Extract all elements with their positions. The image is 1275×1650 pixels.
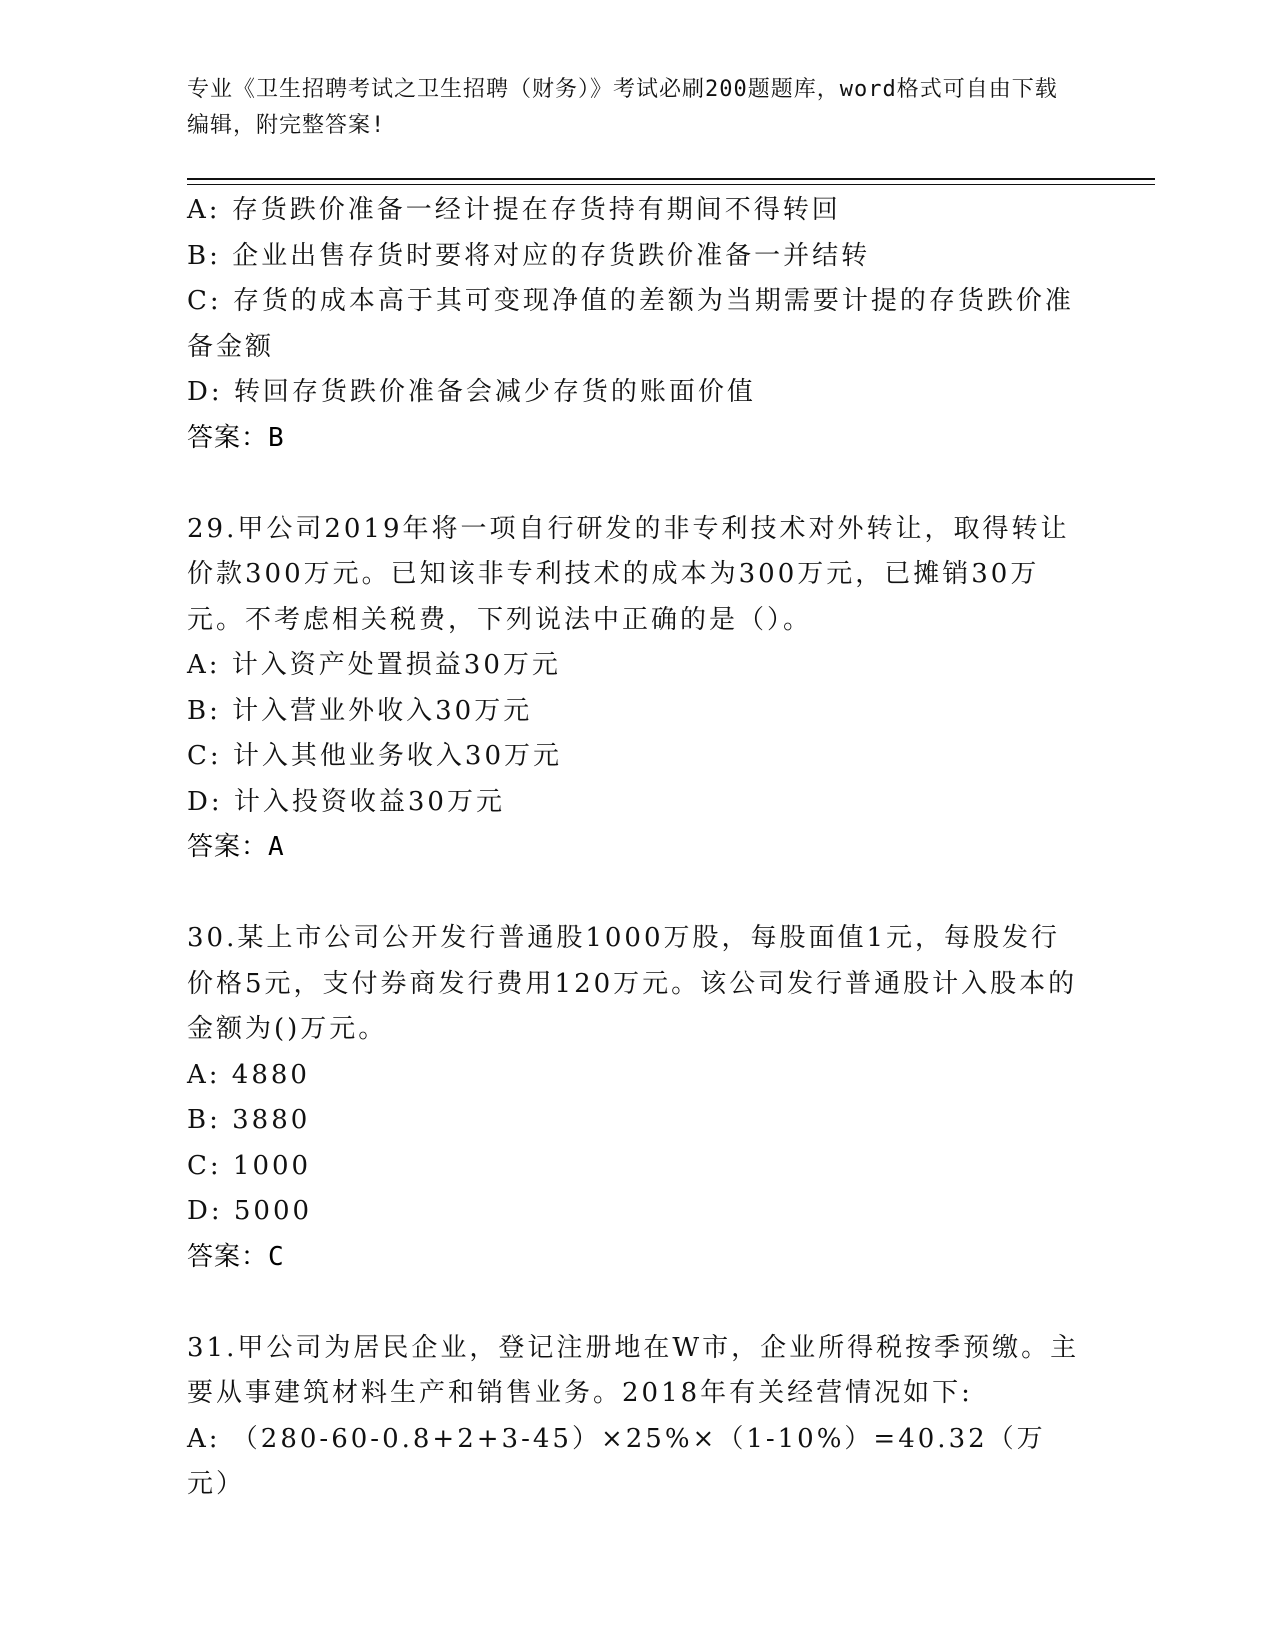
spacer xyxy=(187,871,1087,917)
document-header: 专业《卫生招聘考试之卫生招聘（财务）》考试必刷200题题库，word格式可自由下载编辑，附完整答案! xyxy=(187,77,1058,138)
q30-option-d: D: 5000 xyxy=(187,1196,313,1226)
q28-option-c: C: 存货的成本高于其可变现净值的差额为当期需要计提的存货跌价准备金额 xyxy=(187,286,1074,362)
question-28-block xyxy=(187,188,1087,461)
q29-stem: 29.甲公司2019年将一项自行研发的非专利技术对外转让，取得转让价款300万元。已知该非专利技术的成本为300万元，已摊销30万元。不考虑相关税费，下列说法中正确的是（）。 xyxy=(187,513,1070,635)
spacer xyxy=(187,1280,1087,1326)
spacer xyxy=(187,461,1087,507)
q29-option-a: A: 计入资产处置损益30万元 xyxy=(187,650,561,680)
q28-option-b: B: 企业出售存货时要将对应的存货跌价准备一并结转 xyxy=(187,240,871,271)
q30-option-c: C: 1000 xyxy=(187,1150,312,1181)
q30-option-a: A: 4880 xyxy=(187,1059,310,1090)
q28-answer: 答案：B xyxy=(187,422,285,453)
q29-option-d: D: 计入投资收益30万元 xyxy=(187,786,505,817)
q28-option-d: D: 转回存货跌价准备会减少存货的账面价值 xyxy=(187,377,756,407)
header-divider-thin xyxy=(187,184,1155,185)
q31-option-a: A: （280-60-0.8+2+3-45）×25%×（1-10%）=40.32（万元） xyxy=(187,1423,1046,1499)
question-30-block xyxy=(187,916,1087,1280)
q30-answer: 答案：C xyxy=(187,1241,285,1272)
q31-stem: 31.甲公司为居民企业，登记注册地在W市，企业所得税按季预缴。主要从事建筑材料生产和销售业务。2018年有关经营情况如下: xyxy=(187,1332,1080,1408)
q29-option-c: C: 计入其他业务收入30万元 xyxy=(187,741,563,771)
question-29-block xyxy=(187,507,1087,871)
header-divider-thick xyxy=(187,178,1155,180)
q29-option-b: B: 计入营业外收入30万元 xyxy=(187,695,533,726)
question-content xyxy=(187,188,1087,1508)
q28-option-a: A: 存货跌价准备一经计提在存货持有期间不得转回 xyxy=(187,195,841,225)
question-31-block xyxy=(187,1326,1087,1508)
q29-answer: 答案：A xyxy=(187,832,285,862)
q30-option-b: B: 3880 xyxy=(187,1105,311,1135)
q30-stem: 30.某上市公司公开发行普通股1000万股，每股面值1元，每股发行价格5元，支付券商发行费用120万元。该公司发行普通股计入股本的金额为()万元。 xyxy=(187,923,1078,1044)
